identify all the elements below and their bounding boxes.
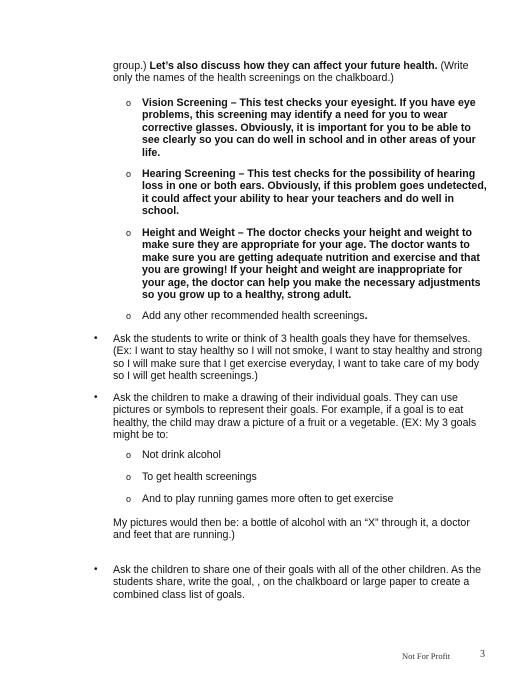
goal-item: And to play running games more often to get exercise xyxy=(142,493,394,505)
health-goals-step: Ask the students to write or think of 3 health goals they have for themselves. (Ex: I want to stay healthy so I will not smoke, I want to stay healthy and strong so I will make sure that I get exercise everyday, I want to take care of my body so I will get health screenings.) xyxy=(113,333,483,383)
goal-item: To get health screenings xyxy=(142,471,257,483)
height-weight-item: Height and Weight – The doctor checks your height and weight to make sure they are appropriate for your age. The doctor wants to make sure you are getting adequate nutrition and exercise and that you are growing! If your height and weight are inappropriate for your age, the doctor can help you make the necessary adjustments so you grow up to a healthy, strong adult. xyxy=(142,227,481,302)
goal-item: Not drink alcohol xyxy=(142,449,221,461)
other-screenings-text: Add any other recommended health screenings xyxy=(142,310,365,322)
vision-screening-item: Vision Screening – This test checks your eyesight. If you have eye problems, this screening may identify a need for you to wear corrective glasses. Obviously, it is important for you to be able to see clearly so you can do well in school and in other areas of your life. xyxy=(142,97,476,159)
intro-text: group.) xyxy=(113,60,150,72)
drawing-step: Ask the children to make a drawing of their individual goals. They can use pictures or symbols to represent their goals. For example, if a goal is to eat healthy, the child may draw a picture of a fruit or a vegetable. (EX: My 3 goals might be to: xyxy=(113,392,477,442)
sub-bullet-marker: o xyxy=(126,450,132,460)
other-screenings-item xyxy=(142,310,487,322)
bullet-marker: • xyxy=(94,564,98,575)
page-number: 3 xyxy=(480,649,485,660)
sub-bullet-marker: o xyxy=(126,472,132,482)
other-screenings-period: . xyxy=(364,310,368,322)
intro-instruction: (Write only the names of the health screenings on the chalkboard.) xyxy=(113,60,469,85)
footer-label: Not For Profit xyxy=(402,651,451,661)
sub-bullet-marker: o xyxy=(126,494,132,504)
bullet-marker: • xyxy=(94,392,98,403)
intro-paragraph xyxy=(113,60,488,85)
hearing-screening-item: Hearing Screening – This test checks for the possibility of hearing loss in one or both ears. Obviously, if this problem goes undetected, it could affect your ability to hear your teachers and do well in school. xyxy=(142,168,487,218)
pictures-note: My pictures would then be: a bottle of alcohol with an “X” through it, a doctor and feet that are running.) xyxy=(113,517,470,542)
sub-bullet-marker: o xyxy=(126,169,132,179)
intro-bold-text: Let’s also discuss how they can affect your future health. xyxy=(149,60,438,72)
sub-bullet-marker: o xyxy=(126,311,132,321)
bullet-marker: • xyxy=(94,333,98,344)
share-goals-step: Ask the children to share one of their goals with all of the other children. As the students share, write the goal, , on the chalkboard or large paper to create a combined class list of goals. xyxy=(113,564,482,601)
sub-bullet-marker: o xyxy=(126,98,132,108)
sub-bullet-marker: o xyxy=(126,228,132,238)
